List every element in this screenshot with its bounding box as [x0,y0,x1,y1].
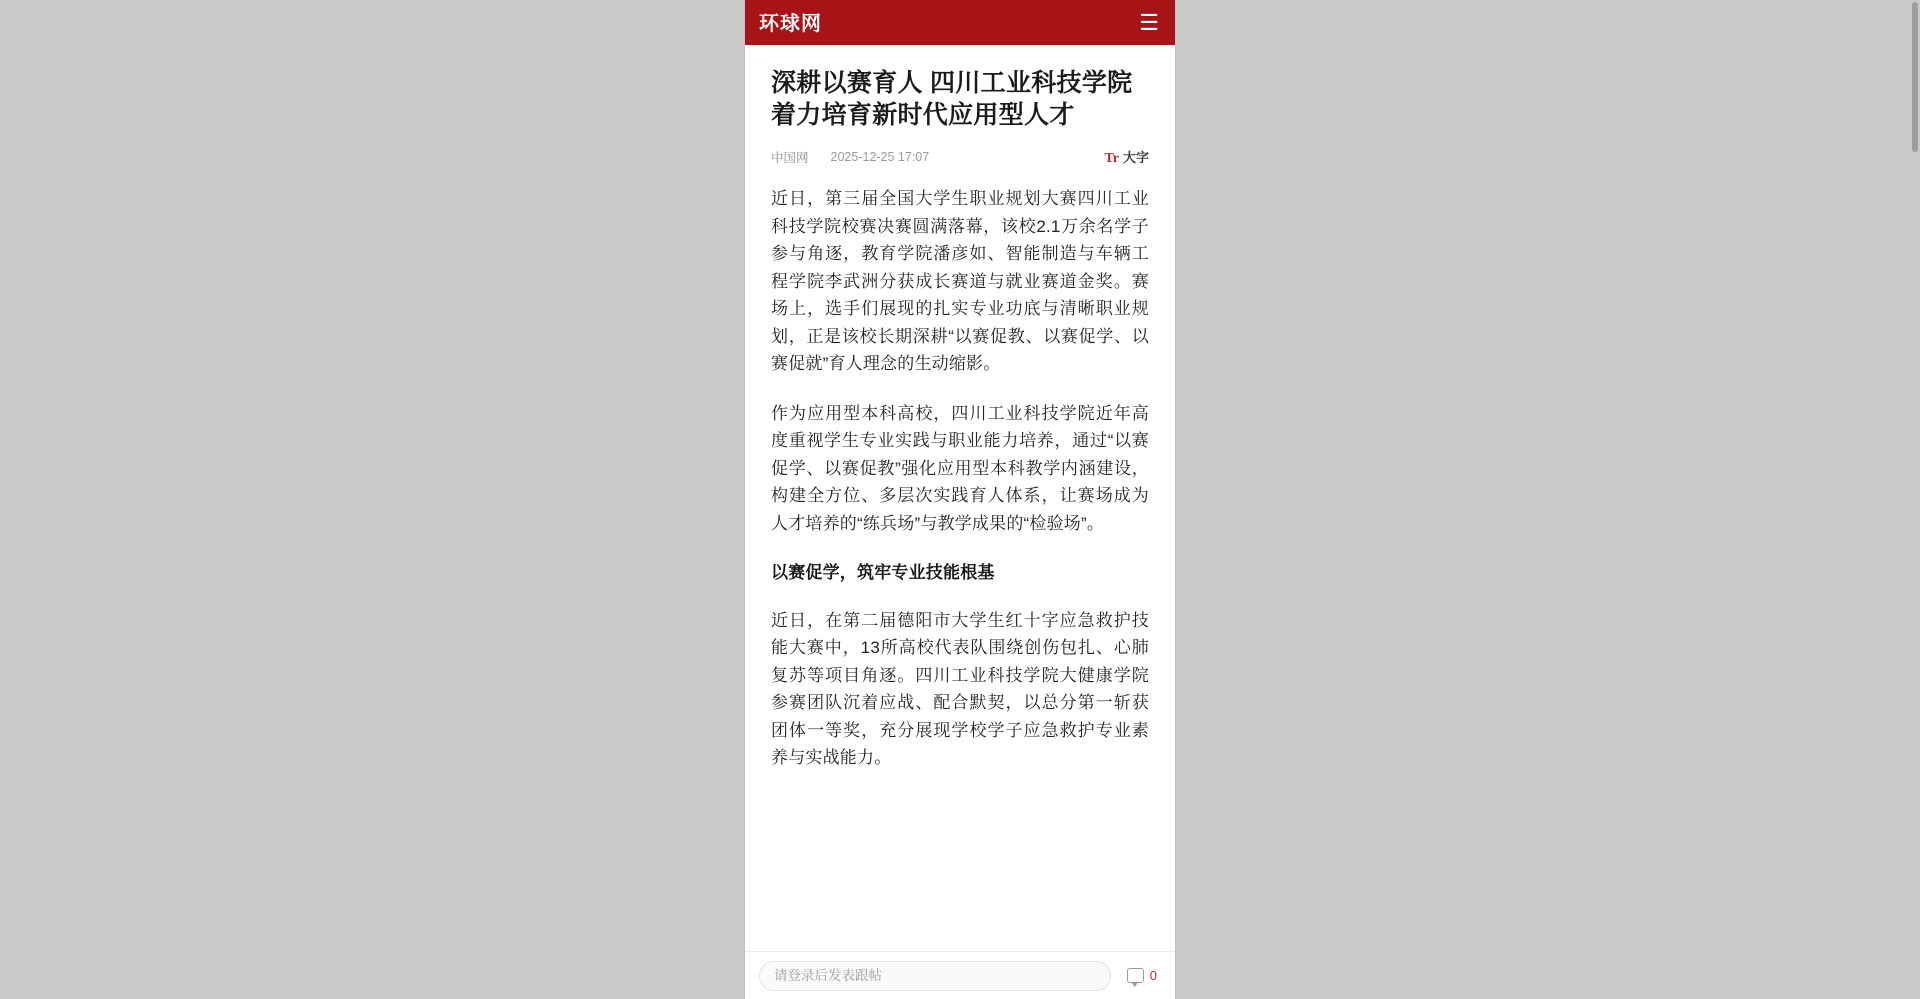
comment-input[interactable] [759,961,1111,991]
article-subheading: 以赛促学，筑牢专业技能根基 [771,563,995,583]
site-header [745,0,1175,45]
font-size-label: 大字 [1122,150,1149,165]
article-timestamp: 2025-12-25 17:07 [830,150,930,164]
article-paragraph: 近日，在第二届德阳市大学生红十字应急救护技能大赛中，13所高校代表队围绕创伤包扎、心肺复苏等项目角逐。四川工业科技学院大健康学院参赛团队沉着应战、配合默契，以总分第一斩获团体一等奖，充分展现学校学子应急救护专业素养与实战能力。 [771,610,1149,768]
hamburger-menu-icon[interactable]: ☰ [1139,9,1159,35]
content-fade-overlay [745,927,1175,951]
article-paragraph: 作为应用型本科高校，四川工业科技学院近年高度重视学生专业实践与职业能力培养，通过“以赛促学、以赛促教”强化应用型本科教学内涵建设，构建全方位、多层次实践育人体系，让赛场成为人才培养的“练兵场”与教学成果的“检验场”。 [771,403,1149,533]
comment-bar [745,951,1175,999]
comment-count-label: 0 [1149,968,1157,983]
comment-bubble-icon [1127,968,1144,983]
article-container [745,45,1175,772]
article-page [745,0,1175,999]
article-source: 中国网 [771,151,809,165]
article-paragraph: 近日，第三届全国大学生职业规划大赛四川工业科技学院校赛决赛圆满落幕，该校2.1万余名学子参与角逐，教育学院潘彦如、智能制造与车辆工程学院李武洲分获成长赛道与就业赛道金奖。赛场上，选手们展现的扎实专业功底与清晰职业规划，正是该校长期深耕“以赛促教、以赛促学、以赛促就”育人理念的生动缩影。 [771,189,1149,374]
article-meta [771,147,1149,167]
comment-count-button[interactable] [1127,968,1157,983]
scrollbar-thumb[interactable] [1912,2,1918,152]
page-title: 深耕以赛育人 四川工业科技学院着力培育新时代应用型人才 [771,69,1133,129]
article-body [771,185,1149,772]
font-size-icon: Tr [1104,151,1119,166]
font-size-button[interactable] [1104,147,1149,167]
page-scrollbar[interactable] [1910,0,1920,999]
site-logo[interactable]: 环球网 [759,10,822,35]
